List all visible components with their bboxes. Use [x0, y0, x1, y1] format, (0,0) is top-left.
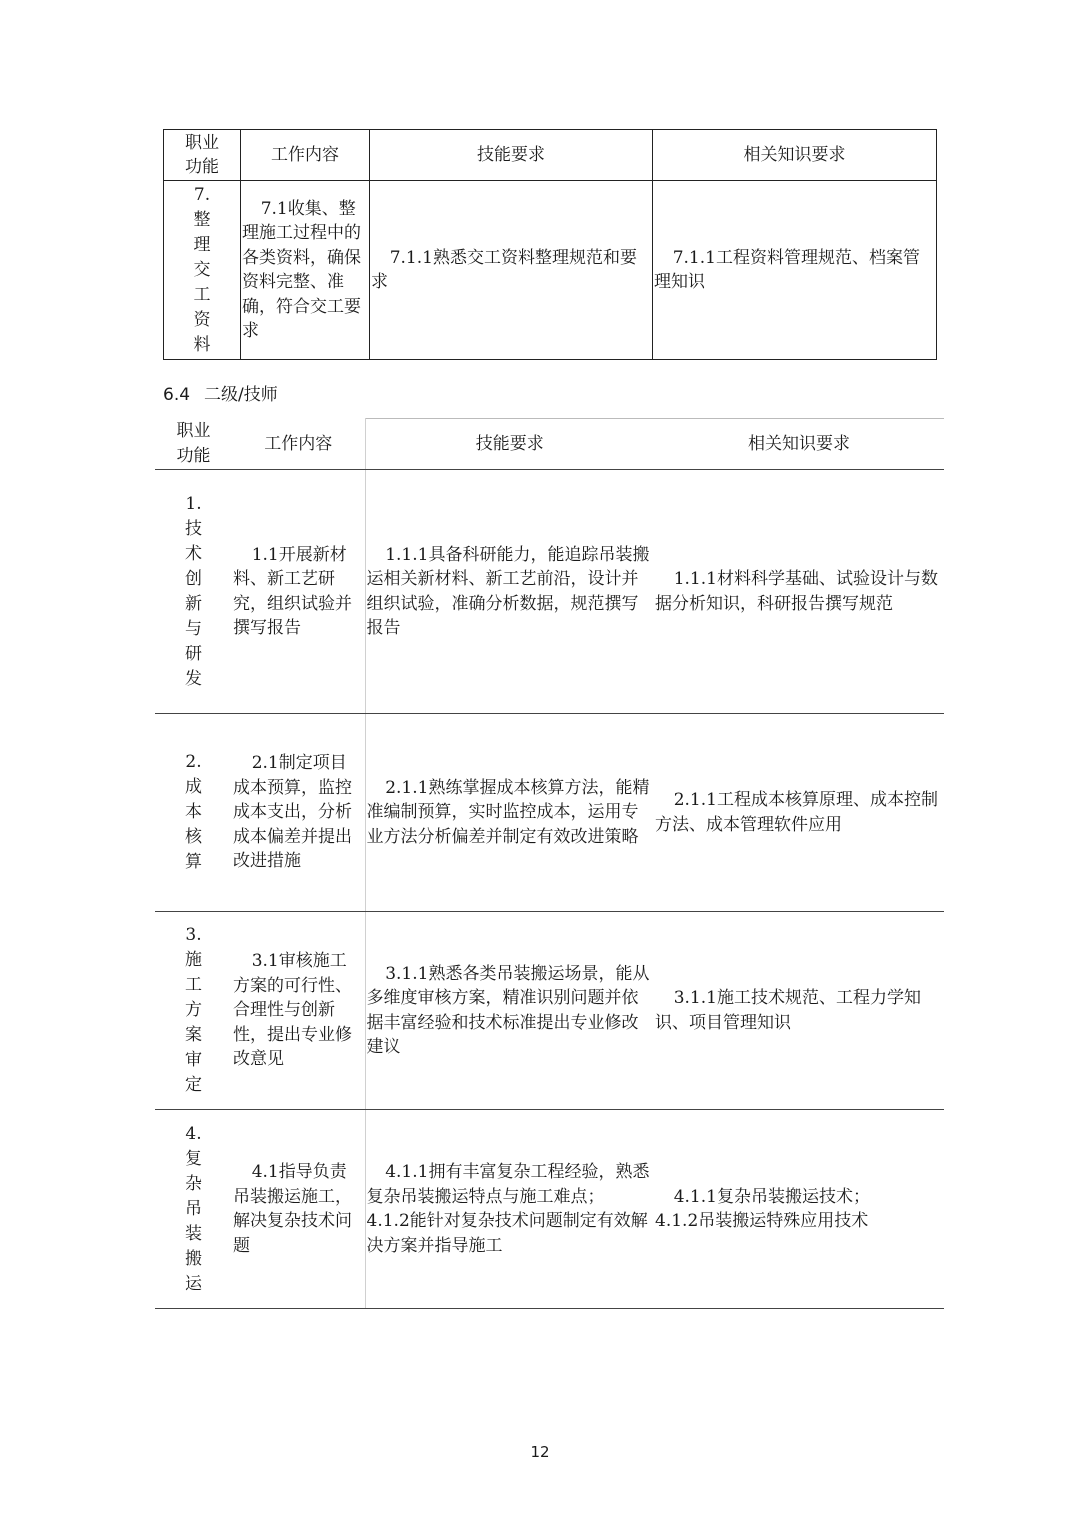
header-work-content: 工作内容 [241, 130, 370, 181]
table-row [155, 912, 944, 1110]
skill-cell: 7.1.1熟悉交工资料整理规范和要求 [370, 181, 653, 360]
function-cell: 3. 施 工 方 案 审 定 [155, 912, 232, 1110]
function-cell: 2. 成 本 核 算 [155, 714, 232, 912]
header-knowledge-requirements: 相关知识要求 [653, 130, 937, 181]
header-skill-requirements: 技能要求 [370, 130, 653, 181]
function-cell: 4. 复 杂 吊 装 搬 运 [155, 1110, 232, 1309]
section-title: 二级/技师 [204, 385, 278, 405]
table-row [164, 181, 937, 360]
header-function: 职业 功能 [155, 419, 232, 470]
function-cell: 1. 技 术 创 新 与 研 发 [155, 470, 232, 714]
work-content-cell: 7.1收集、整理施工过程中的各类资料，确保资料完整、准确，符合交工要求 [241, 181, 370, 360]
work-content-cell: 2.1制定项目成本预算，监控成本支出，分析成本偏差并提出改进措施 [232, 714, 365, 912]
skill-cell: 1.1.1具备科研能力，能追踪吊装搬运相关新材料、新工艺前沿，设计并组织试验，准确分析数据，规范撰写报告 [365, 470, 654, 714]
skill-cell: 2.1.1熟练掌握成本核算方法，能精准编制预算，实时监控成本，运用专业方法分析偏差并制定有效改进策略 [365, 714, 654, 912]
knowledge-cell: 1.1.1材料科学基础、试验设计与数据分析知识，科研报告撰写规范 [654, 470, 944, 714]
table-row [155, 714, 944, 912]
skills-table-level3 [163, 129, 937, 360]
knowledge-cell: 4.1.1复杂吊装搬运技术； 4.1.2吊装搬运特殊应用技术 [654, 1110, 944, 1309]
table-row [155, 1110, 944, 1309]
skill-cell: 3.1.1熟悉各类吊装搬运场景，能从多维度审核方案，精准识别问题并依据丰富经验和技术标准提出专业修改建议 [365, 912, 654, 1110]
header-skill-requirements: 技能要求 [365, 419, 654, 470]
table-row [155, 470, 944, 714]
table-header-row [155, 419, 944, 470]
work-content-cell: 4.1指导负责吊装搬运施工，解决复杂技术问题 [232, 1110, 365, 1309]
header-work-content: 工作内容 [232, 419, 365, 470]
section-heading [163, 380, 278, 405]
header-knowledge-requirements: 相关知识要求 [654, 419, 944, 470]
table-header-row [164, 130, 937, 181]
skill-cell: 4.1.1拥有丰富复杂工程经验，熟悉复杂吊装搬运特点与施工难点； 4.1.2能针对复杂技术问题制定有效解决方案并指导施工 [365, 1110, 654, 1309]
page-number: 12 [530, 1443, 550, 1461]
knowledge-cell: 7.1.1工程资料管理规范、档案管理知识 [653, 181, 937, 360]
header-function: 职业 功能 [164, 130, 241, 181]
function-cell: 7. 整 理 交 工 资 料 [164, 181, 241, 360]
work-content-cell: 1.1开展新材料、新工艺研究，组织试验并撰写报告 [232, 470, 365, 714]
section-number: 6.4 [163, 385, 191, 405]
skills-table-level2 [155, 418, 944, 1309]
knowledge-cell: 2.1.1工程成本核算原理、成本控制方法、成本管理软件应用 [654, 714, 944, 912]
work-content-cell: 3.1审核施工方案的可行性、合理性与创新性，提出专业修改意见 [232, 912, 365, 1110]
knowledge-cell: 3.1.1施工技术规范、工程力学知识、项目管理知识 [654, 912, 944, 1110]
